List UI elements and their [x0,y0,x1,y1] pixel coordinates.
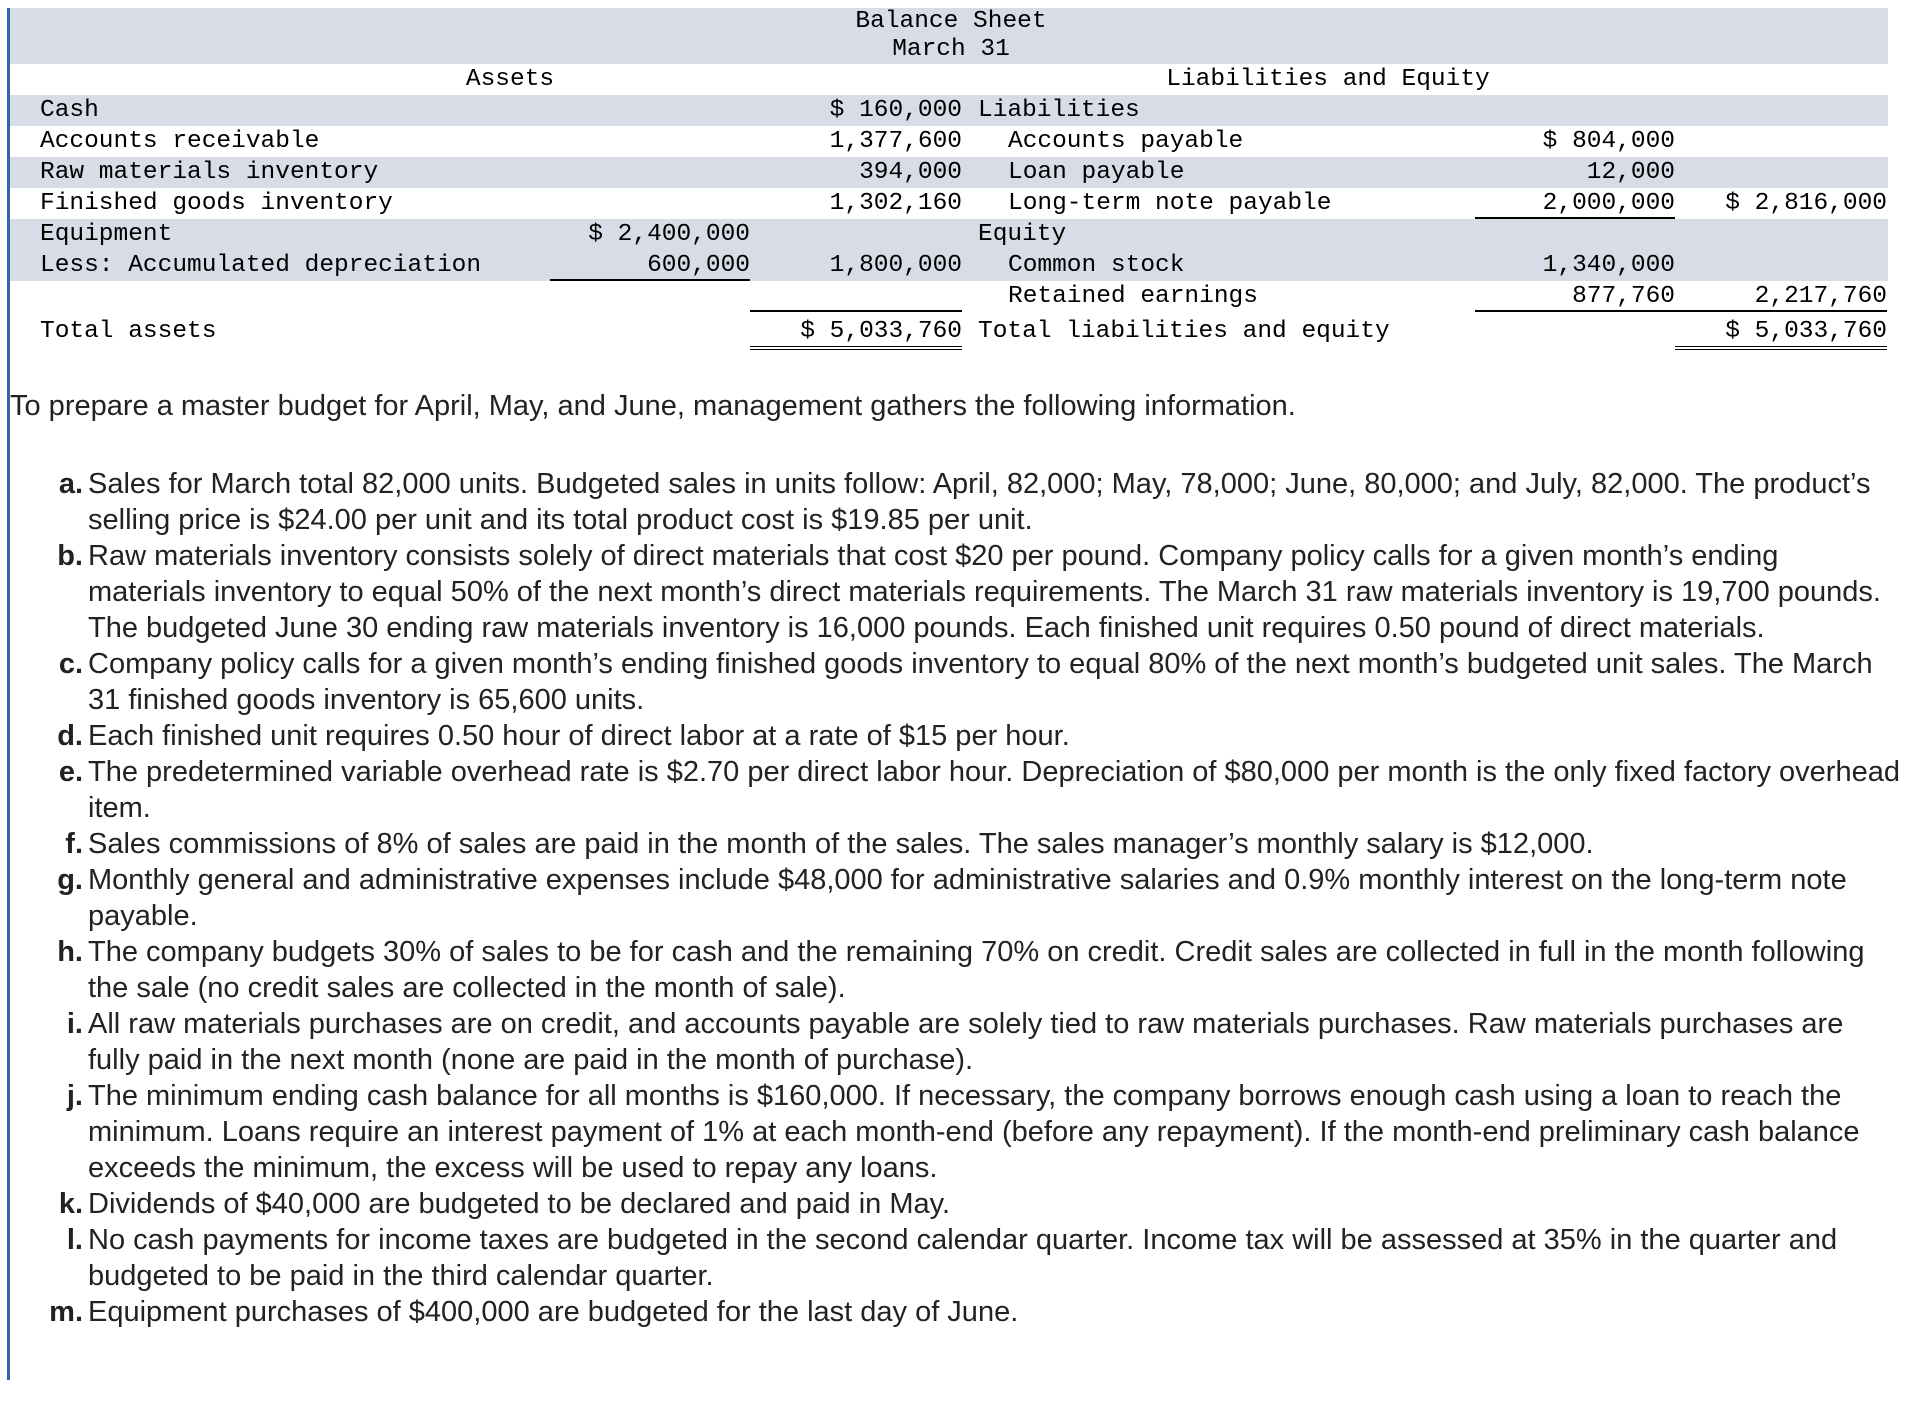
list-item [0,538,1900,646]
liabilities-equity-heading: Liabilities and Equity [1166,66,1490,93]
table-row [10,250,1888,281]
item-label: b. [57,540,83,572]
equity-heading: Equity [978,221,1067,248]
item-label: h. [57,936,83,968]
item-text: No cash payments for income taxes are budgeted in the second calendar quarter. Income tax will be assessed at 35% in the quarter and budgeted to be paid in the third calendar quarter. [88,1224,1838,1292]
asset-amount: 1,302,160 [829,190,962,217]
balance-sheet-title-row [10,8,1888,36]
list-item [0,934,1900,1006]
equity-label: Retained earnings [1008,283,1258,310]
equity-amount: 877,760 [1475,281,1675,312]
list-item [0,826,1900,862]
intro-paragraph: To prepare a master budget for April, May, and June, management gathers the following information. [10,390,1296,422]
item-text: All raw materials purchases are on credit, and accounts payable are solely tied to raw materials purchases. Raw materials purchases are fully paid in the next month (none are paid in the month of purchase). [88,1008,1844,1076]
asset-amount: 394,000 [859,159,962,186]
item-label: k. [58,1188,83,1220]
liability-label: Accounts payable [1008,128,1244,155]
section-heading-row [10,64,1888,95]
accumulated-depreciation-amount: 600,000 [550,250,750,281]
list-item [0,862,1900,934]
balance-sheet [10,8,1888,350]
list-item [0,1078,1900,1186]
table-row [10,219,1888,250]
item-text: Sales for March total 82,000 units. Budgeted sales in units follow: April, 82,000; May, 78,000; June, 80,000; and July, 82,000. The product’s selling price is $24.00 per unit and its total product cost is $19.85 per unit. [88,468,1871,536]
asset-label: Finished goods inventory [40,190,393,217]
item-text: Equipment purchases of $400,000 are budgeted for the last day of June. [88,1296,1019,1328]
information-list [0,466,1900,1330]
list-item [0,466,1900,538]
table-row [10,188,1888,219]
table-row [10,157,1888,188]
asset-label: Cash [40,97,99,124]
asset-label: Less: Accumulated depreciation [40,252,482,279]
asset-amount: $ 160,000 [829,97,962,124]
item-label: c. [58,648,83,680]
item-text: Each finished unit requires 0.50 hour of direct labor at a rate of $15 per hour. [88,720,1070,752]
list-item [0,1186,1900,1222]
equipment-amount: $ 2,400,000 [588,221,750,248]
item-text: Dividends of $40,000 are budgeted to be declared and paid in May. [88,1188,951,1220]
item-label: e. [58,756,83,788]
item-label: d. [57,720,83,752]
asset-amount: 1,377,600 [829,128,962,155]
item-label: l. [66,1224,83,1256]
liability-amount: 2,000,000 [1475,188,1675,219]
liability-amount: 12,000 [1586,159,1675,186]
liability-amount: $ 804,000 [1542,128,1675,155]
item-label: j. [66,1080,83,1112]
item-label: g. [57,864,83,896]
table-row-totals [10,316,1888,350]
liability-label: Loan payable [1008,159,1185,186]
total-liabilities-equity-label: Total liabilities and equity [978,318,1390,345]
total-liabilities-equity-amount: $ 5,033,760 [1675,316,1887,350]
list-item [0,646,1900,718]
asset-subtotal-rule [750,281,962,312]
table-row [10,126,1888,157]
item-text: Company policy calls for a given month’s ending finished goods inventory to equal 80% of the next month’s budgeted unit sales. The March 31 finished goods inventory is 65,600 units. [88,648,1873,716]
item-text: The company budgets 30% of sales to be for cash and the remaining 70% on credit. Credit sales are collected in full in the month following the sale (no credit sales are collected in the month of sale). [88,936,1865,1004]
list-item [0,754,1900,826]
equity-amount: 1,340,000 [1542,252,1675,279]
list-item [0,1222,1900,1294]
item-label: f. [65,828,83,860]
net-equipment-amount: 1,800,000 [829,252,962,279]
liability-label: Long-term note payable [1008,190,1332,217]
balance-sheet-date-row [10,36,1888,64]
item-text: Raw materials inventory consists solely of direct materials that cost $20 per pound. Company policy calls for a given month’s ending materials inventory to equal 50% of the next month’s direct materials requirements. The March 31 raw materials inventory is 19,700 pounds. The budgeted June 30 ending raw materials inventory is 16,000 pounds. Each finished unit requires 0.50 pound of direct materials. [88,540,1881,644]
item-label: a. [58,468,83,500]
total-assets-amount: $ 5,033,760 [750,316,962,350]
asset-label: Raw materials inventory [40,159,379,186]
assets-heading: Assets [465,66,555,93]
liabilities-heading: Liabilities [978,97,1140,124]
total-equity: 2,217,760 [1675,281,1887,312]
item-text: The predetermined variable overhead rate is $2.70 per direct labor hour. Depreciation of $80,000 per month is the only fixed factory overhead item. [88,756,1900,824]
list-item [0,1294,1900,1330]
asset-label: Equipment [40,221,173,248]
total-liabilities: $ 2,816,000 [1725,190,1887,217]
item-text: Sales commissions of 8% of sales are paid in the month of the sales. The sales manager’s monthly salary is $12,000. [88,828,1594,860]
total-assets-label: Total assets [40,318,217,345]
table-row [10,281,1888,312]
table-row [10,95,1888,126]
asset-label: Accounts receivable [40,128,320,155]
item-text: Monthly general and administrative expenses include $48,000 for administrative salaries and 0.9% monthly interest on the long-term note payable. [88,864,1847,932]
item-label: i. [66,1008,83,1040]
equity-label: Common stock [1008,252,1185,279]
list-item [0,718,1900,754]
item-text: The minimum ending cash balance for all months is $160,000. If necessary, the company borrows enough cash using a loan to reach the minimum. Loans require an interest payment of 1% at each month-end (before any repayment). If the month-end preliminary cash balance exceeds the minimum, the excess will be used to repay any loans. [88,1080,1860,1184]
balance-sheet-title: Balance Sheet [855,8,1047,35]
item-label: m. [49,1296,83,1328]
list-item [0,1006,1900,1078]
balance-sheet-date: March 31 [892,36,1010,63]
